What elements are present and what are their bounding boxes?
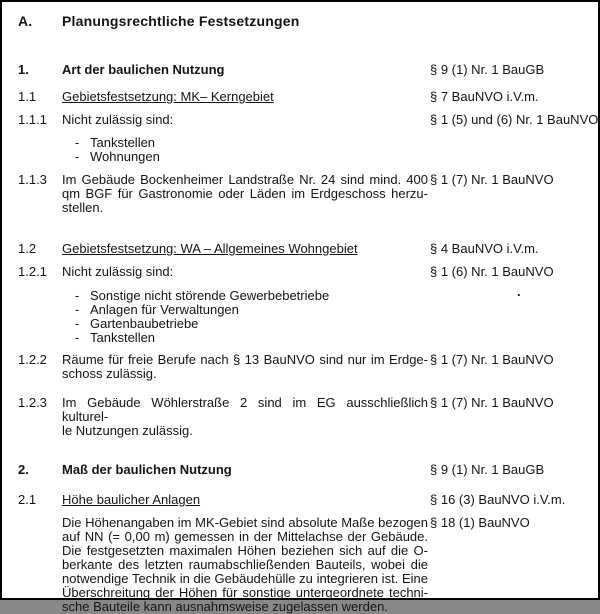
dash-icon: - [75,288,80,303]
bullet-list [62,289,428,345]
list-item-text: Tankstellen [90,330,156,345]
text-line: qm BGF für Gastronomie oder Läden im Erdgeschoss herzu- [62,186,428,201]
section-number: 2. [18,462,29,477]
bullet-list [62,136,428,164]
document-title-row [18,13,584,29]
section-number: 1.1.1 [18,112,47,127]
legal-reference: § 1 (7) Nr. 1 BauNVO [430,395,554,410]
section-1-2-2-row [18,353,584,381]
legal-reference: § 1 (6) Nr. 1 BauNVO . [430,264,554,299]
section-paragraph [62,396,428,438]
text-line: schoss zulässig. [62,366,157,381]
section-heading: Höhe baulicher Anlagen [62,492,201,507]
text-line: stellen. [62,200,104,215]
section-paragraph [62,353,428,381]
list-item [75,289,428,303]
text-line: Räume für freie Berufe nach § 13 BauNVO sind nur im Erdge- [62,352,428,367]
text-line: Die festgesetzten maximalen Höhen beziehen sich auf die O- [62,543,428,558]
list-item [75,303,428,317]
text-line: notwendige Technik in die Gebäudehülle zu integrieren ist. Eine [62,571,428,586]
section-number: 1.2.3 [18,395,47,410]
text-line: Im Gebäude Bockenheimer Landstraße Nr. 24 sind mind. 400 [62,172,428,187]
legal-reference: § 9 (1) Nr. 1 BauGB [430,462,545,477]
text-line: Im Gebäude Wöhlerstraße 2 sind im EG ausschließlich kulturel- [62,395,428,424]
legal-reference: § 9 (1) Nr. 1 BauGB [430,62,545,77]
scan-artifact-dot: . [517,284,521,299]
section-1-2-row [18,242,584,256]
dash-icon: - [75,316,80,331]
document-title: Planungsrechtliche Festsetzungen [62,13,300,29]
text-line: berkante des letzten raumabschließenden Bauteils, wobei die [62,557,428,572]
section-2-row [18,463,584,477]
section-heading: Gebietsfestsetzung: MK– Kerngebiet [62,89,274,104]
legal-reference: § 7 BauNVO i.V.m. [430,89,539,104]
list-item [75,331,428,345]
section-1-row [18,63,584,77]
section-number: 2.1 [18,492,37,507]
section-text: Nicht zulässig sind: [62,112,174,127]
text-line: auf NN (= 0,00 m) gemessen in der Mittelachse der Gebäude. [62,529,428,544]
section-number: 1.2.2 [18,352,47,367]
list-1-row [18,136,584,164]
section-heading: Maß der baulichen Nutzung [62,462,232,477]
legal-reference: § 1 (7) Nr. 1 BauNVO [430,172,554,187]
section-number: 1. [18,62,29,77]
list-item-text: Sonstige nicht störende Gewerbebetriebe [90,288,330,303]
list-item-text: Anlagen für Verwaltungen [90,302,239,317]
section-heading: Art der baulichen Nutzung [62,62,225,77]
list-item-text: Tankstellen [90,135,156,150]
section-number: 1.2.1 [18,264,47,279]
section-1-2-3-row [18,396,584,438]
text-line: Die Höhenangaben im MK-Gebiet sind absolute Maße bezogen [62,515,428,530]
section-number: 1.2 [18,241,37,256]
section-1-1-3-row [18,173,584,215]
list-item [75,317,428,331]
section-text: Nicht zulässig sind: [62,264,174,279]
dash-icon: - [75,302,80,317]
dash-icon: - [75,149,80,164]
legal-reference: § 4 BauNVO i.V.m. [430,241,539,256]
text-line: Überschreitung der Höhen für sonstige untergeordnete techni- [62,585,428,600]
legal-reference: § 18 (1) BauNVO [430,515,530,530]
section-number: 1.1.3 [18,172,47,187]
list-item-text: Gartenbaubetriebe [90,316,199,331]
legal-reference: § 1 (7) Nr. 1 BauNVO [430,352,554,367]
section-number: 1.1 [18,89,37,104]
list-item [75,136,428,150]
section-heading: Gebietsfestsetzung: WA – Allgemeines Wohngebiet [62,241,358,256]
section-1-1-row [18,90,584,104]
text-line: sche Bauteile kann ausnahmsweise zugelassen werden. [62,599,388,614]
list-item-text: Wohnungen [90,149,160,164]
section-2-1-body-row [18,516,584,614]
text-line: le Nutzungen zulässig. [62,423,193,438]
section-paragraph [62,516,428,614]
section-1-1-1-row [18,112,599,127]
legal-reference: § 16 (3) BauNVO i.V.m. [430,492,566,507]
legal-reference: § 1 (5) und (6) Nr. 1 BauNVO [430,112,599,127]
list-2-row [18,289,584,345]
dash-icon: - [75,135,80,150]
list-item [75,150,428,164]
title-letter: A. [18,13,33,29]
dash-icon: - [75,330,80,345]
section-paragraph [62,173,428,215]
section-2-1-row [18,493,584,507]
